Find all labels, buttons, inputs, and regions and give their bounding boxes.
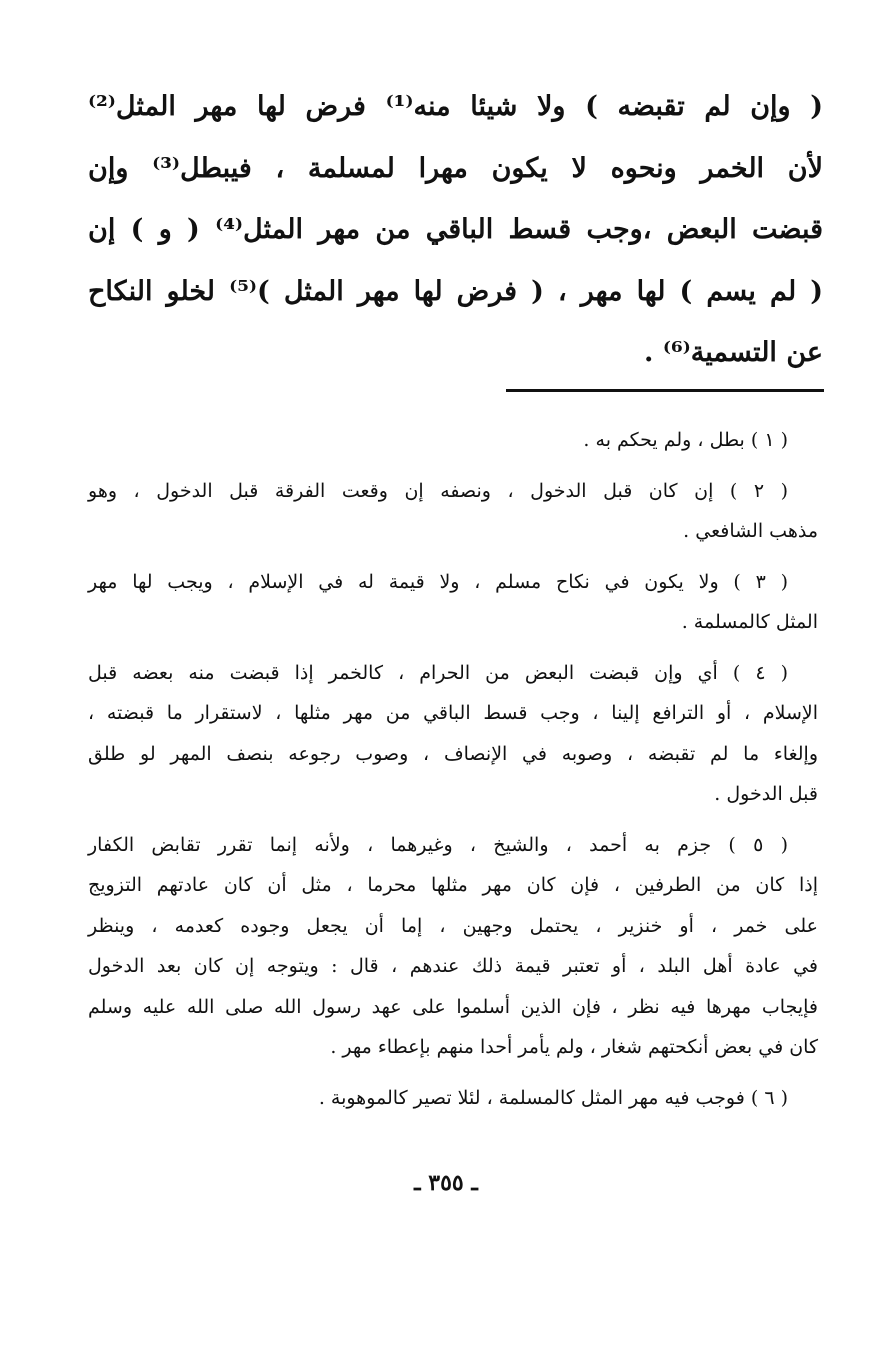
main-line: عن التسمية⁽⁶⁾ .: [644, 337, 823, 368]
footnote-4: [88, 653, 818, 815]
footnote-3: [88, 562, 818, 643]
footnote-line: ( ٢ ) إن كان قبل الدخول ، ونصفه إن وقعت الفرقة قبل الدخول ، وهو: [88, 479, 789, 502]
footnote-line: مذهب الشافعي .: [683, 520, 818, 542]
main-line: ( لم يسم ) لها مهر ، ( فرض لها مهر المثل )⁽⁵⁾ لخلو النكاح: [88, 275, 823, 307]
footnote-6: [88, 1078, 818, 1119]
main-line: قبضت البعض ،وجب قسط الباقي من مهر المثل⁽⁴⁾ ( و ) إن: [88, 214, 823, 245]
footnote-1: [88, 420, 818, 461]
footnote-line: وإلغاء ما لم تقبضه ، وصوبه في الإنصاف ، وصوب رجوعه بنصف المهر لو طلق: [88, 742, 818, 765]
footnote-separator: [506, 389, 824, 392]
footnote-line: في عادة أهل البلد ، أو تعتبر قيمة ذلك عندهم ، قال : ويتوجه إن كان بعد الدخول: [88, 955, 818, 977]
footnote-2: [88, 471, 818, 552]
footnote-line: الإسلام ، أو الترافع إلينا ، وجب قسط الباقي من مهر مثلها ، لاستقرار ما قبضته ،: [88, 702, 818, 724]
footnote-line: ( ٣ ) ولا يكون في نكاح مسلم ، ولا قيمة له في الإسلام ، ويجب لها مهر: [88, 570, 788, 593]
footnote-line: على خمر ، أو خنزير ، يحتمل وجهين ، إما أن يجعل وجوده كعدمه ، وينظر: [88, 914, 818, 937]
footnote-line: ( ٤ ) أي وإن قبضت البعض من الحرام ، كالخمر إذا قبضت منه بعضه قبل: [88, 661, 788, 684]
main-line: ( وإن لم تقبضه ) ولا شيئا منه⁽¹⁾ فرض لها مهر المثل⁽²⁾: [88, 91, 823, 122]
footnote-line: ( ١ ) بطل ، ولم يحكم به .: [583, 429, 788, 451]
footnotes: [88, 420, 818, 1128]
footnote-5: [88, 825, 818, 1068]
footnote-line: كان في بعض أنكحتهم شغار ، ولم يأمر أحدا منهم بإعطاء مهر .: [330, 1036, 818, 1058]
footnote-line: قبل الدخول .: [714, 783, 818, 805]
footnote-line: إذا كان من الطرفين ، فإن كان مهر مثلها محرما ، مثل أن كان عادتهم التزويج: [88, 874, 818, 896]
page-number: ـ ٣٥٥ ـ: [414, 1170, 478, 1196]
main-text: [88, 76, 823, 384]
footnote-line: المثل كالمسلمة .: [681, 611, 818, 633]
footnote-line: ( ٦ ) فوجب فيه مهر المثل كالمسلمة ، لئلا تصير كالموهوبة .: [318, 1086, 788, 1109]
footnote-line: ( ٥ ) جزم به أحمد ، والشيخ ، وغيرهما ، ولأنه إنما تقرر تقابض الكفار: [88, 833, 788, 856]
footnote-line: فإيجاب مهرها فيه نظر ، فإن الذين أسلموا على عهد رسول الله صلى الله عليه وسلم: [88, 995, 818, 1018]
main-line: لأن الخمر ونحوه لا يكون مهرا لمسلمة ، فيبطل⁽³⁾ وإن: [88, 152, 823, 184]
